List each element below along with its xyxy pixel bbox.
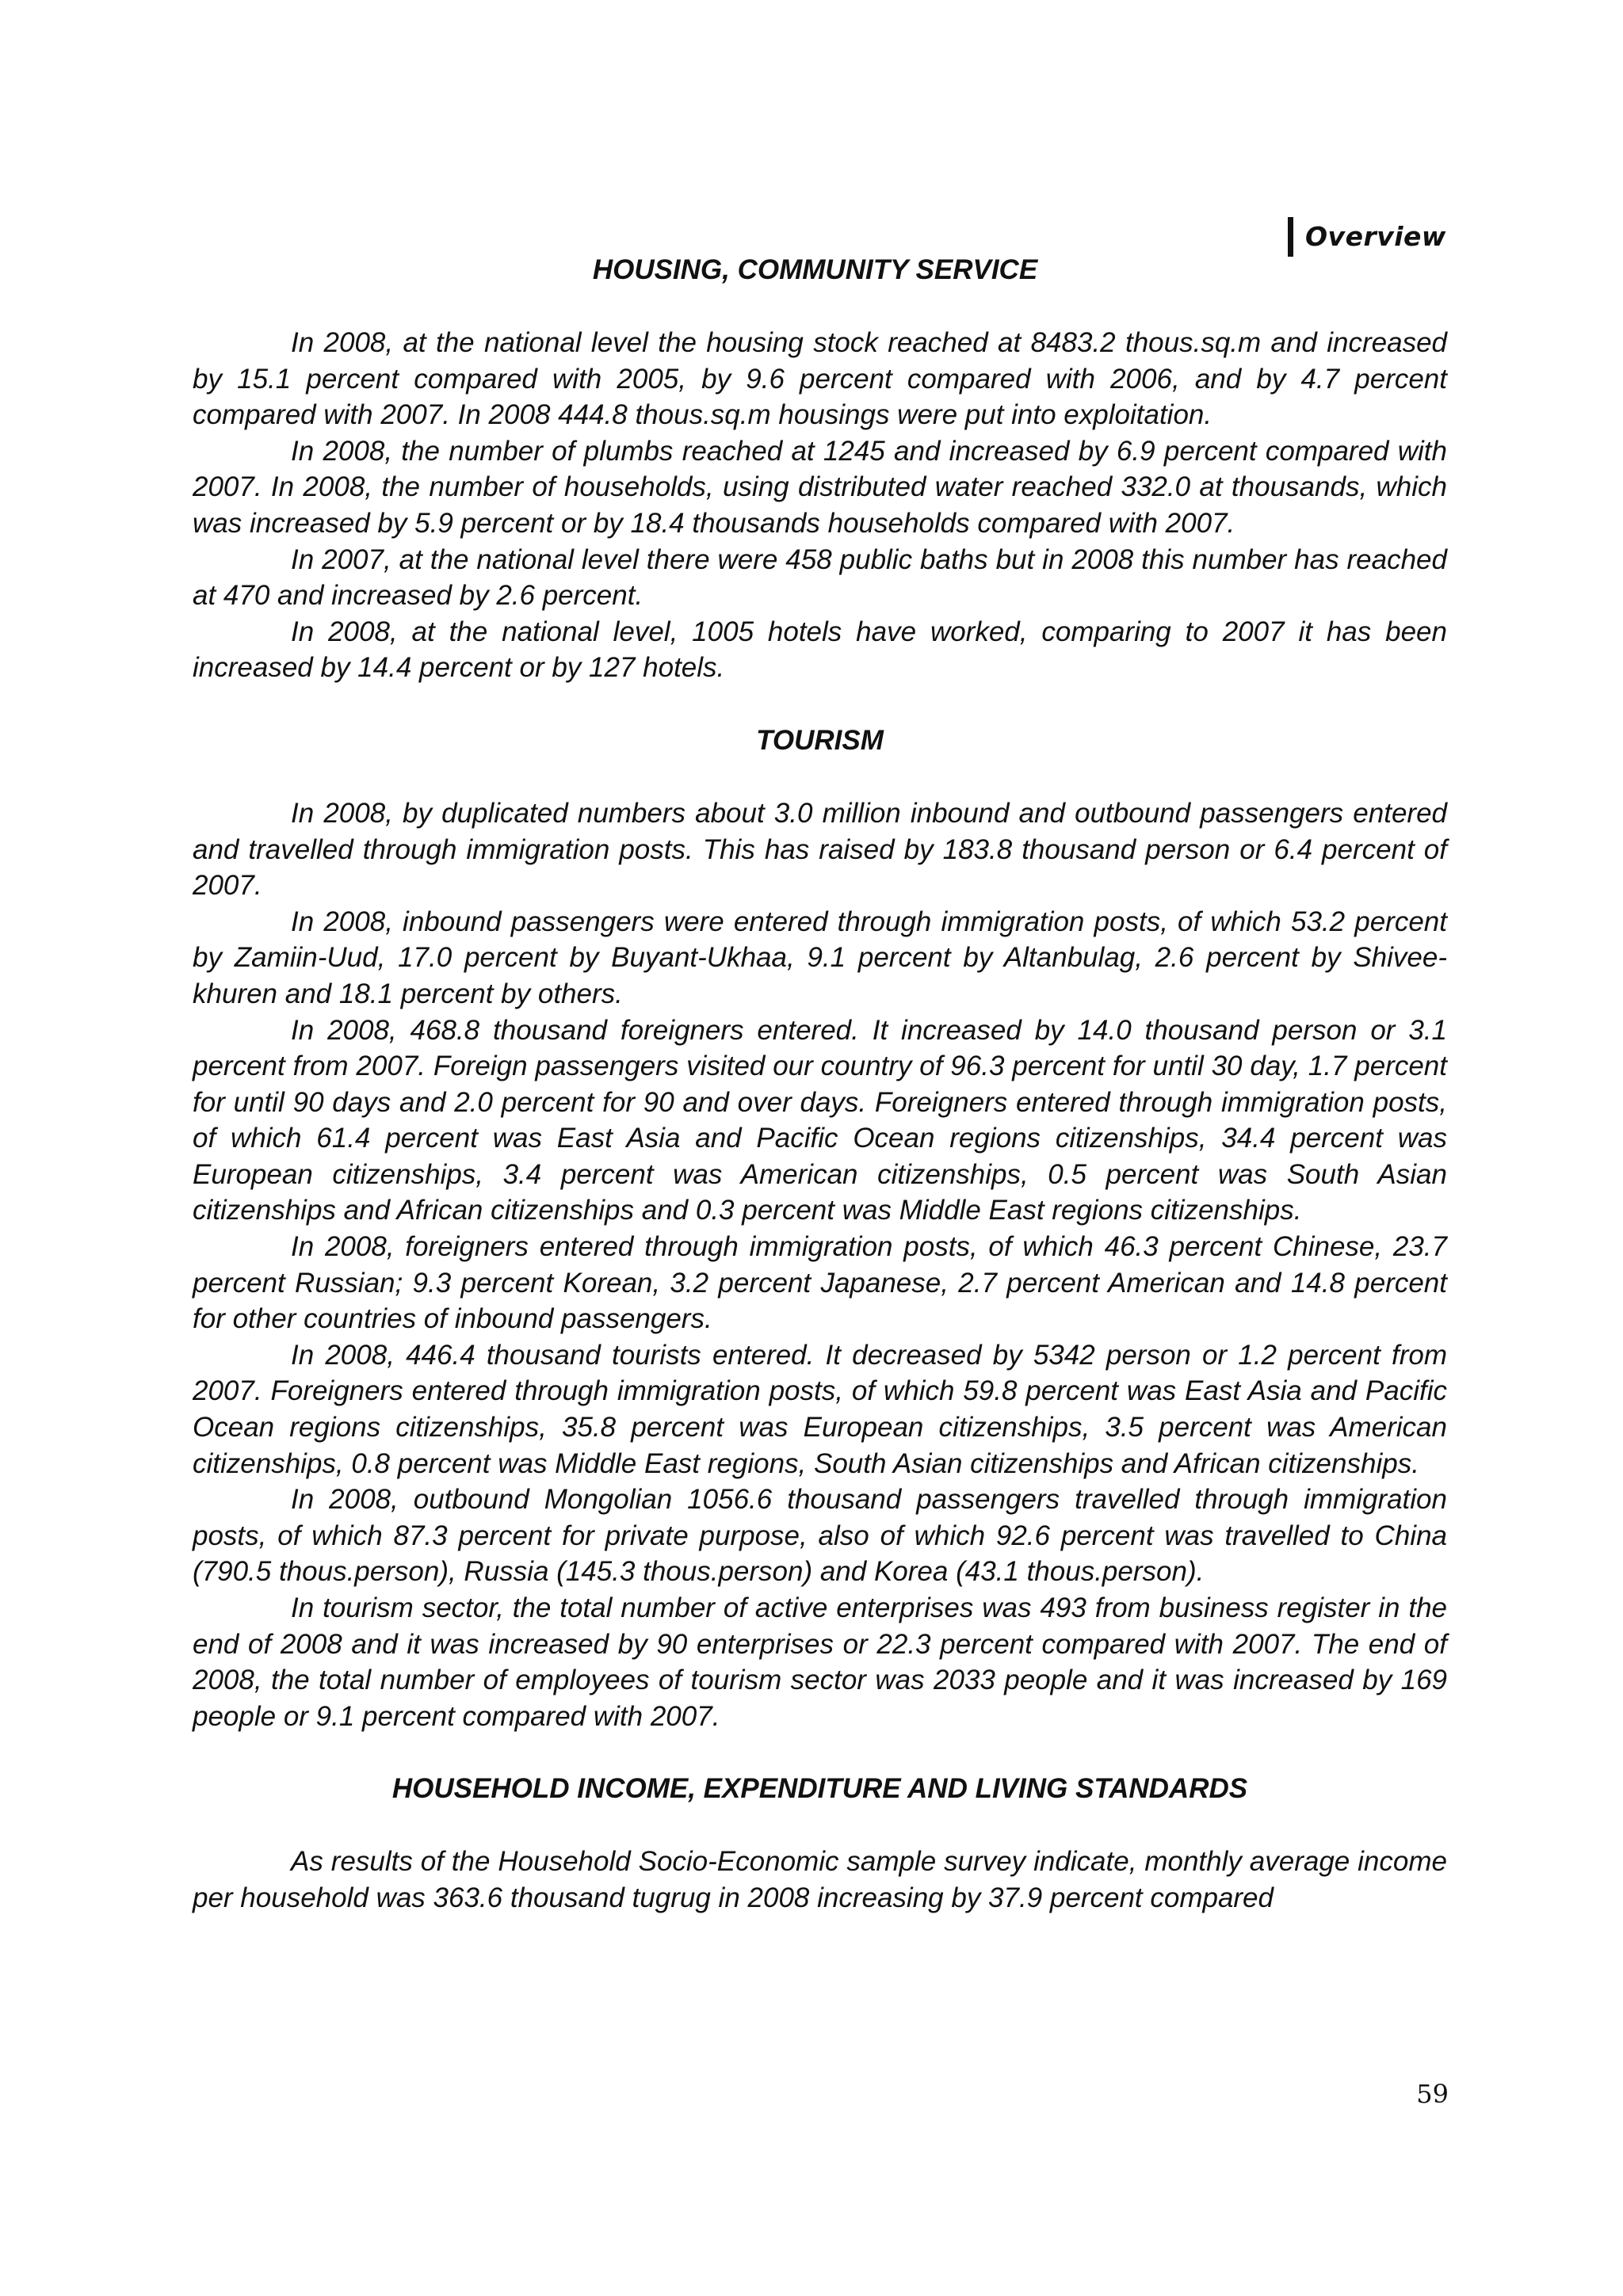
paragraph-tourism-6: In 2008, outbound Mongolian 1056.6 thousand passengers travelled through immigration posts, of which 87.3 percent for private purpose, also of which 92.6 percent was travelled to China (790.5 thous.person), Russia (145.3 thous.person) and Korea (43.1 thous.person). [193,1484,1447,1588]
paragraph-tourism-3: In 2008, 468.8 thousand foreigners entered. It increased by 14.0 thousand person or 3.1 percent from 2007. Foreign passengers visited our country of 96.3 percent for until 30 day, 1.7 percent for until 90 days and 2.0 percent for 90 and over days. Foreigners entered through immigration posts, of which 61.4 percent was East Asia and Pacific Ocean regions citizenships, 34.4 percent was European citizenships, 3.4 percent was American citizenships, 0.5 percent was South Asian citizenships and African citizenships and 0.3 percent was Middle East regions citizenships. [193,1014,1447,1226]
paragraph-tourism-4: In 2008, foreigners entered through immigration posts, of which 46.3 percent Chinese, 23.7 percent Russian; 9.3 percent Korean, 3.2 percent Japanese, 2.7 percent American and 14.8 percent for other countries of inbound passengers. [193,1231,1447,1335]
paragraph-tourism-1: In 2008, by duplicated numbers about 3.0 million inbound and outbound passengers entered and travelled through immigration posts. This has raised by 183.8 thousand person or 6.4 percent of 2007. [193,797,1447,902]
header-rule [1288,217,1293,257]
running-header-label: Overview [1305,221,1446,252]
paragraph-tourism-5: In 2008, 446.4 thousand tourists entered. It decreased by 5342 person or 1.2 percent from 2007. Foreigners entered through immigration posts, of which 59.8 percent was East Asia and Pacific Ocean regions citizenships, 35.8 percent was European citizenships, 3.5 percent was American citizenships, 0.8 percent was Middle East regions, South Asian citizenships and African citizenships. [193,1339,1447,1479]
page-content [193,252,1447,1917]
section-title-housing: HOUSING, COMMUNITY SERVICE [592,254,1038,285]
paragraph-income-1: As results of the Household Socio-Economic sample survey indicate, monthly average income per household was 363.6 thousand tugrug in 2008 increasing by 37.9 percent compared [193,1846,1447,1913]
paragraph-housing-2: In 2008, the number of plumbs reached at 1245 and increased by 6.9 percent compared with 2007. In 2008, the number of households, using distributed water reached 332.0 at thousands, which was increased by 5.9 percent or by 18.4 thousands households compared with 2007. [193,435,1447,539]
paragraph-housing-1: In 2008, at the national level the housing stock reached at 8483.2 thous.sq.m and increased by 15.1 percent compared with 2005, by 9.6 percent compared with 2006, and by 4.7 percent compared with 2007. In 2008 444.8 thous.sq.m housings were put into exploitation. [193,327,1447,431]
paragraph-tourism-7: In tourism sector, the total number of active enterprises was 493 from business register in the end of 2008 and it was increased by 90 enterprises or 22.3 percent compared with 2007. The end of 2008, the total number of employees of tourism sector was 2033 people and it was increased by 169 people or 9.1 percent compared with 2007. [193,1592,1447,1732]
paragraph-housing-3: In 2007, at the national level there were 458 public baths but in 2008 this number has reached at 470 and increased by 2.6 percent. [193,543,1447,612]
section-title-tourism: TOURISM [756,724,884,756]
section-title-income: HOUSEHOLD INCOME, EXPENDITURE AND LIVING STANDARDS [391,1773,1248,1805]
paragraph-housing-4: In 2008, at the national level, 1005 hotels have worked, comparing to 2007 it has been increased by 14.4 percent or by 127 hotels. [193,616,1447,684]
page-number: 59 [1416,2079,1449,2109]
paragraph-tourism-2: In 2008, inbound passengers were entered through immigration posts, of which 53.2 percent by Zamiin-Uud, 17.0 percent by Buyant-Ukhaa, 9.1 percent by Altanbulag, 2.6 percent by Shivee-khuren and 18.1 percent by others. [193,906,1447,1009]
